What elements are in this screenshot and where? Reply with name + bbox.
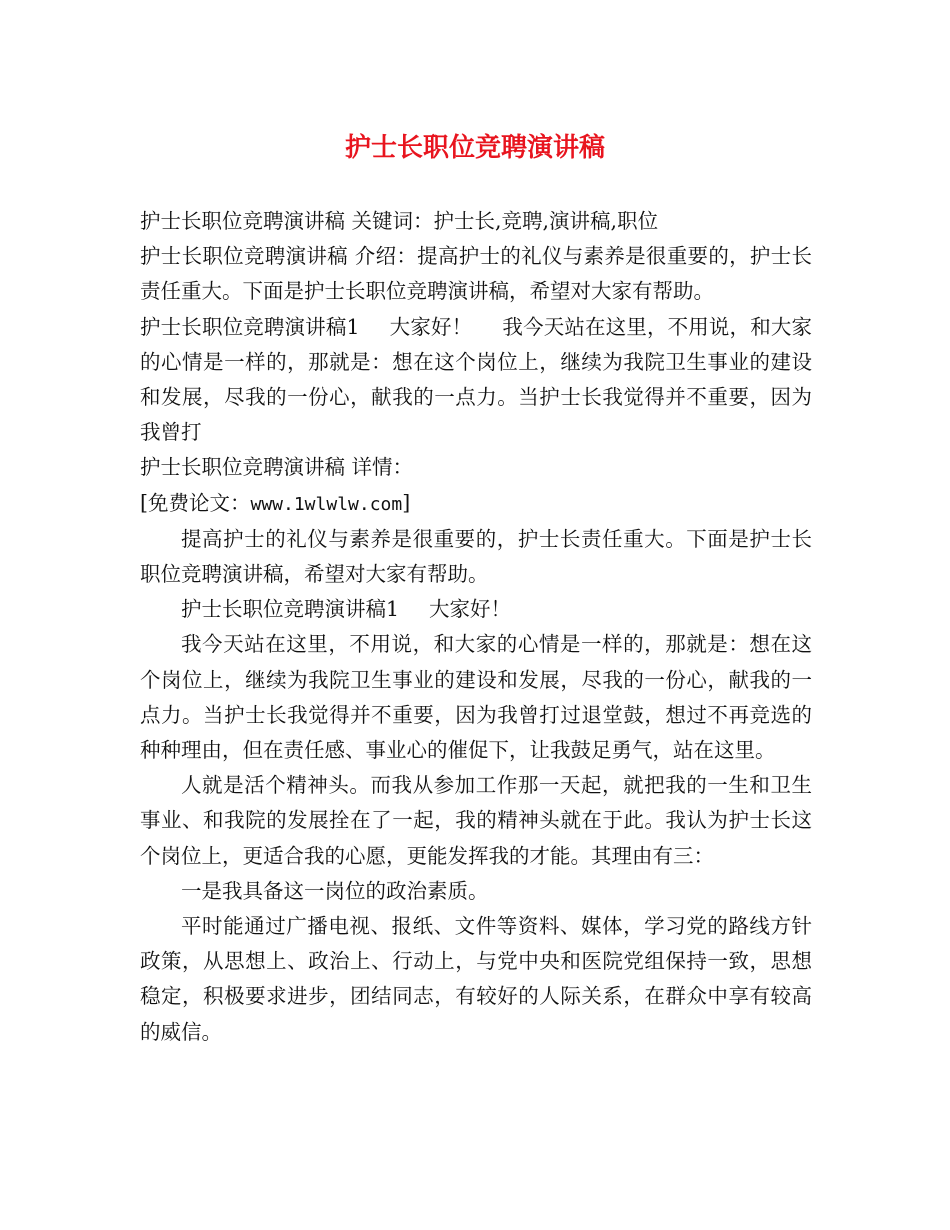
body-paragraph-4: 一是我具备这一岗位的政治素质。 xyxy=(181,878,489,903)
intro-label: 护士长职位竞聘演讲稿 介绍： xyxy=(140,244,418,269)
document-title: 护士长职位竞聘演讲稿 xyxy=(344,133,605,163)
source-line xyxy=(140,486,812,522)
source-prefix: [免费论文： xyxy=(140,490,251,515)
speech-greeting: 大家好！ xyxy=(429,597,512,622)
excerpt-paragraph xyxy=(140,310,812,451)
speech-heading-line xyxy=(140,592,812,627)
keywords-value: 护士长,竞聘,演讲稿,职位 xyxy=(433,209,659,233)
excerpt-heading: 护士长职位竞聘演讲稿1 xyxy=(140,314,360,339)
keywords-label: 护士长职位竞聘演讲稿 关键词： xyxy=(140,209,434,233)
speech-heading: 护士长职位竞聘演讲稿1 xyxy=(181,597,400,622)
intro-text: 提高护士的礼仪与素养是很重要的，护士长责任重大。下面是护士长职位竞聘演讲稿，希望对大家有帮助。 xyxy=(140,244,813,304)
keywords-line xyxy=(140,204,812,239)
source-suffix: ] xyxy=(402,490,411,515)
excerpt-body: 我今天站在这里，不用说，和大家的心情是一样的，那就是：想在这个岗位上，继续为我院卫生事业的建设和发展，尽我的一份心，献我的一点力。当护士长我觉得并不重要，因为我曾打 xyxy=(140,314,813,445)
source-link[interactable]: www.1wlwlw.com xyxy=(250,493,403,515)
body-paragraph-3: 人就是活个精神头。而我从参加工作那一天起，就把我的一生和卫生事业、和我院的发展拴在了一起，我的精神头就在于此。我认为护士长这个岗位上，更适合我的心愿，更能发挥我的才能。其理由有三： xyxy=(140,773,812,868)
body-paragraph-5: 平时能通过广播电视、报纸、文件等资料、媒体，学习党的路线方针政策，从思想上、政治上、行动上，与党中央和医院党组保持一致，思想稳定，积极要求进步，团结同志，有较好的人际关系，在群众中享有较高的威信。 xyxy=(140,914,812,1044)
intro-paragraph xyxy=(140,239,812,309)
document-content xyxy=(140,204,812,1050)
excerpt-greeting: 大家好！ xyxy=(389,314,473,339)
body-paragraph-2: 我今天站在这里，不用说，和大家的心情是一样的，那就是：想在这个岗位上，继续为我院卫生事业的建设和发展，尽我的一份心，献我的一点力。当护士长我觉得并不重要，因为我曾打过退堂鼓，想过不再竞选的种种理由，但在责任感、事业心的催促下，让我鼓足勇气，站在这里。 xyxy=(140,632,812,763)
details-label: 护士长职位竞聘演讲稿 详情： xyxy=(140,455,414,480)
body-paragraph-1: 提高护士的礼仪与素养是很重要的，护士长责任重大。下面是护士长职位竞聘演讲稿，希望对大家有帮助。 xyxy=(140,526,812,587)
